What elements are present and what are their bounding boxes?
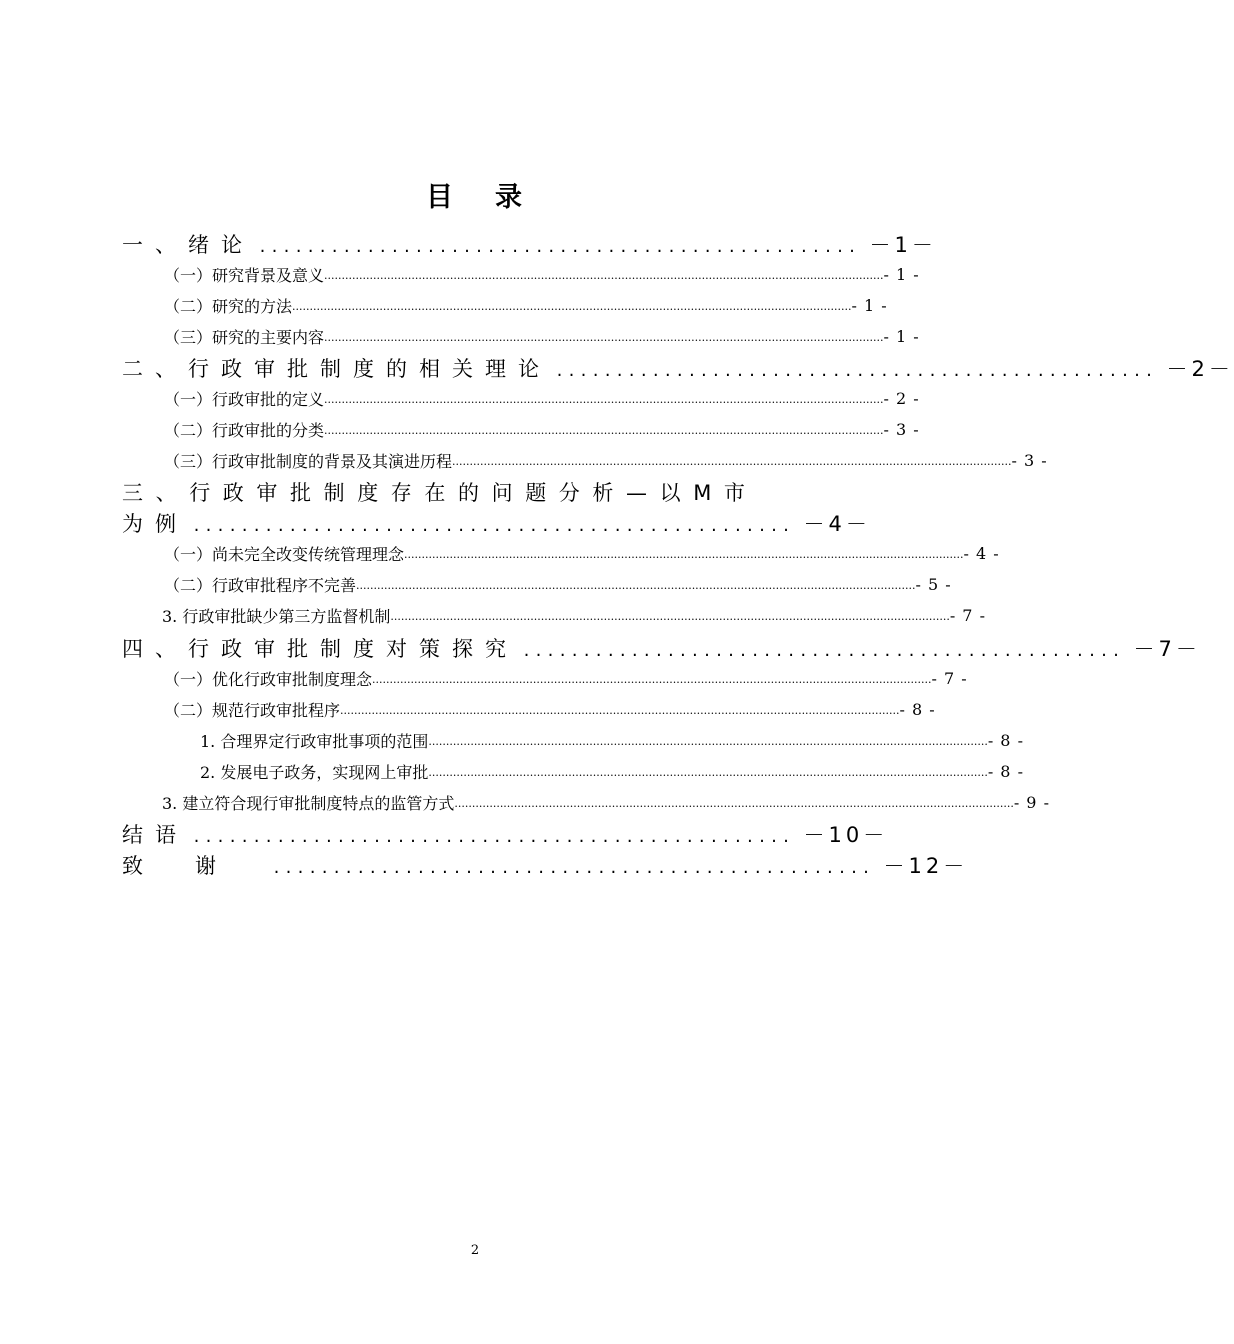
toc-entry-level1[interactable] — [122, 818, 889, 849]
toc-entry-label: 四、行政审批制度对策探究 — [122, 636, 518, 661]
toc-entry-label: 为例 — [122, 511, 188, 536]
toc-entry-label: 三、行政审批制度存在的问题分析—以M市 — [122, 480, 758, 505]
toc-entry-page: - 2 - — [883, 389, 920, 408]
toc-entry-label: 结语 — [122, 822, 188, 847]
toc-entry-label: （三）研究的主要内容 — [164, 328, 325, 347]
toc-entry-level2[interactable] — [164, 445, 1048, 476]
dot-leader: .................................................. — [272, 859, 874, 877]
dot-leader: .................................................. — [258, 238, 860, 256]
toc-entry-page: - 1 - — [883, 327, 920, 346]
dot-leader: ................................................................................................................................................................ — [324, 393, 884, 406]
toc-entry-level2[interactable] — [164, 414, 920, 445]
toc-entry-level1[interactable] — [122, 849, 969, 880]
toc-entry-level1-line2[interactable] — [122, 507, 871, 538]
dot-leader: ................................................................................................................................................................ — [404, 548, 964, 561]
toc-entry-level2[interactable] — [164, 290, 888, 321]
dot-leader: ................................................................................................................................................................ — [452, 455, 1012, 468]
dot-leader: ................................................................................................................................................................ — [324, 424, 884, 437]
dot-leader: ................................................................................................................................................................ — [356, 579, 916, 592]
toc-entry-label: （一）行政审批的定义 — [164, 390, 325, 409]
toc-entry-level3[interactable] — [200, 725, 1024, 756]
dot-leader: .................................................. — [192, 517, 794, 535]
dot-leader: .................................................. — [555, 362, 1157, 380]
dot-leader: .................................................. — [192, 828, 794, 846]
toc-entry-label: 1. 合理界定行政审批事项的范围 — [200, 732, 429, 751]
dot-leader: ................................................................................................................................................................ — [454, 797, 1014, 810]
toc-entry-level3[interactable] — [200, 756, 1024, 787]
toc-entry-level1-line1[interactable] — [122, 476, 850, 507]
toc-entry-page: - 7 - — [931, 669, 968, 688]
toc-entry-page: －2－ — [1166, 356, 1234, 381]
toc-entry-page: - 1 - — [851, 296, 888, 315]
toc-entry-page: －12－ — [883, 853, 969, 878]
toc-entry-page: - 1 - — [883, 265, 920, 284]
toc-entry-label: （二）行政审批的分类 — [164, 421, 325, 440]
toc-entry-label: （二）研究的方法 — [164, 297, 293, 316]
dot-leader: ................................................................................................................................................................ — [428, 735, 988, 748]
toc-entry-label: （二）行政审批程序不完善 — [164, 576, 357, 595]
toc-entry-page: －4－ — [803, 511, 871, 536]
toc-entry-level1[interactable] — [122, 228, 937, 259]
toc-entry-label: （一）尚未完全改变传统管理理念 — [164, 545, 405, 564]
toc-entry-page: －7－ — [1133, 636, 1201, 661]
toc-entry-level2[interactable] — [164, 663, 968, 694]
toc-entry-page: - 3 - — [1011, 451, 1048, 470]
toc-entry-page: - 7 - — [949, 606, 986, 625]
toc-entry-level3[interactable] — [162, 600, 986, 631]
toc-entry-level1[interactable] — [122, 352, 1234, 383]
toc-entry-label: 2. 发展电子政务，实现网上审批 — [200, 763, 429, 782]
toc-entry-page: - 4 - — [963, 544, 1000, 563]
toc-entry-label: （三）行政审批制度的背景及其演进历程 — [164, 452, 453, 471]
toc-entry-label: 二、行政审批制度的相关理论 — [122, 356, 551, 381]
toc-entry-label: 致谢 — [122, 853, 268, 878]
toc-entry-level2[interactable] — [164, 569, 952, 600]
toc-entry-page: - 3 - — [883, 420, 920, 439]
toc-entry-label: 3. 行政审批缺少第三方监督机制 — [162, 607, 391, 626]
toc-entry-label: 一、绪论 — [122, 232, 254, 257]
toc-entry-page: －1－ — [869, 232, 937, 257]
toc-entry-page: - 8 - — [899, 700, 936, 719]
toc-entry-label: （一）优化行政审批制度理念 — [164, 670, 373, 689]
dot-leader: .................................................. — [522, 642, 1124, 660]
dot-leader: ................................................................................................................................................................ — [372, 673, 932, 686]
toc-entry-page: - 8 - — [987, 762, 1024, 781]
toc-entry-page: - 9 - — [1013, 793, 1050, 812]
toc-entry-level2[interactable] — [164, 694, 936, 725]
dot-leader: ................................................................................................................................................................ — [292, 300, 852, 313]
dot-leader: ................................................................................................................................................................ — [390, 610, 950, 623]
toc-entry-label: （二）规范行政审批程序 — [164, 701, 341, 720]
toc-entry-page: - 5 - — [915, 575, 952, 594]
toc-entry-page: －10－ — [803, 822, 889, 847]
toc-entry-level2[interactable] — [164, 538, 1000, 569]
dot-leader: ................................................................................................................................................................ — [340, 704, 900, 717]
toc-entry-page: - 8 - — [987, 731, 1024, 750]
toc-entry-level3[interactable] — [162, 787, 1050, 818]
page-number: 2 — [470, 1243, 480, 1258]
toc-entry-label: 3. 建立符合现行审批制度特点的监管方式 — [162, 794, 455, 813]
toc-entry-level1[interactable] — [122, 632, 1201, 663]
dot-leader: ................................................................................................................................................................ — [428, 766, 988, 779]
toc-entry-level2[interactable] — [164, 259, 920, 290]
toc-entry-level2[interactable] — [164, 383, 920, 414]
dot-leader: ................................................................................................................................................................ — [324, 269, 884, 282]
toc-title-part1: 目 — [426, 182, 455, 213]
toc-entry-level2[interactable] — [164, 321, 920, 352]
toc-entry-label: （一）研究背景及意义 — [164, 266, 325, 285]
toc-title-part2: 录 — [495, 182, 524, 213]
dot-leader: ................................................................................................................................................................ — [324, 331, 884, 344]
